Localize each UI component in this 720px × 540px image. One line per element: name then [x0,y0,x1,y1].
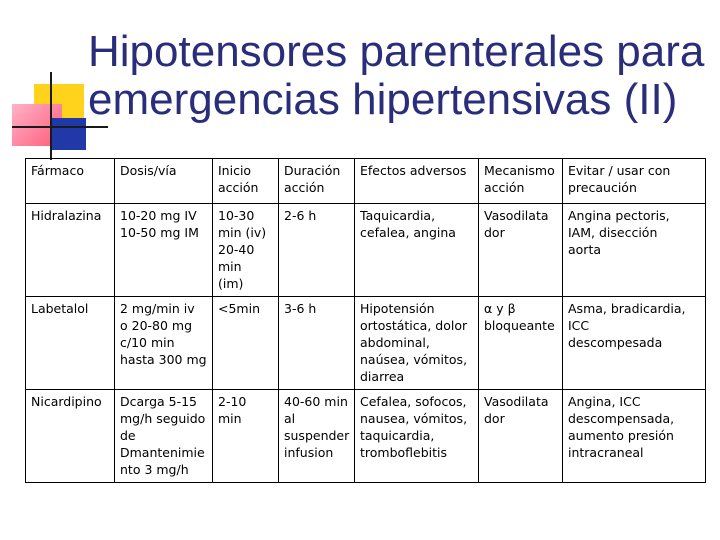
cell-text-line: 20-40 [218,242,255,257]
cell-text-line: intracraneal [568,445,644,460]
cell-text-line: 3-6 h [284,301,317,316]
cell-text-line: aorta [568,242,602,257]
cell-text-line: Labetalol [31,301,89,316]
cell-text-line: acción [484,180,525,195]
table-cell [479,204,563,297]
cell-text-line: Vasodilata [484,208,549,223]
table-cell [213,297,279,390]
cell-text-line: Taquicardia, [360,208,436,223]
cell-text-line: nausea, vómitos, [360,411,468,426]
table-cell [279,297,355,390]
cell-text-line: IAM, disección [568,225,658,240]
cell-text-line: Angina, ICC [568,394,641,409]
cell-text-line: Cefalea, sofocos, [360,394,467,409]
drug-table [25,158,706,483]
table-cell [563,390,706,483]
cell-text-line: Fármaco [31,163,84,178]
cell-text-line: infusion [284,445,334,460]
cell-text-line: 10-20 mg IV [120,208,197,223]
cell-text-line: Duración [284,163,341,178]
header-cell [26,159,115,204]
cell-text-line: taquicardia, [360,428,435,443]
cell-text-line: min [218,411,242,426]
header-cell [213,159,279,204]
header-cell [479,159,563,204]
cell-text-line: Vasodilata [484,394,549,409]
header-cell [279,159,355,204]
cell-text-line: aumento presión [568,428,674,443]
cell-text-line: Inicio [218,163,252,178]
cell-text-line: 10-30 [218,208,255,223]
cell-text-line: Dcarga 5-15 [120,394,198,409]
cell-text-line: nto 3 mg/h [120,462,189,477]
cell-text-line: Hidralazina [31,208,102,223]
slide-title-line-1: Hipotensores parenterales para [88,27,705,76]
table-cell [115,390,213,483]
table-cell [479,390,563,483]
table-cell [563,204,706,297]
decoration-blue-square [52,118,86,150]
cell-text-line: dor [484,411,505,426]
table-row [26,204,706,297]
cell-text-line: min [218,259,242,274]
table-cell [479,297,563,390]
cell-text-line: ortostática, dolor [360,318,468,333]
cell-text-line: precaución [568,180,637,195]
cell-text-line: Evitar / usar con [568,163,671,178]
cell-text-line: descompensada, [568,411,675,426]
cell-text-line: dor [484,225,505,240]
cell-text-line: descompesada [568,335,663,350]
cell-text-line: acción [284,180,325,195]
table-cell [26,204,115,297]
cell-text-line: naúsea, vómitos, [360,352,468,367]
table-row [26,390,706,483]
cell-text-line: abdominal, [360,335,430,350]
cell-text-line: Dmantenimie [120,445,205,460]
table-cell [115,204,213,297]
drug-table-body [26,159,706,483]
table-header-row [26,159,706,204]
cell-text-line: Efectos adversos [360,163,467,178]
cell-text-line: bloqueante [484,318,555,333]
cell-text-line: Angina pectoris, [568,208,670,223]
cell-text-line: cefalea, angina [360,225,456,240]
cell-text-line: α y β [484,301,516,316]
table-cell [355,204,479,297]
cell-text-line: o 20-80 mg [120,318,193,333]
cell-text-line: acción [218,180,259,195]
cell-text-line: min (iv) [218,225,267,240]
table-cell [115,297,213,390]
cell-text-line: Mecanismo [484,163,555,178]
cell-text-line: Hipotensión [360,301,435,316]
cell-text-line: de [120,428,136,443]
cell-text-line: ICC [568,318,590,333]
slide-title [88,28,708,124]
cell-text-line: <5min [218,301,260,316]
cell-text-line: 2-6 h [284,208,317,223]
header-cell [563,159,706,204]
decoration-vertical-line [50,72,52,160]
table-cell [26,297,115,390]
cell-text-line: suspender [284,428,350,443]
cell-text-line: tromboflebitis [360,445,448,460]
table-cell [213,390,279,483]
slide-title-line-2: emergencias hipertensivas (II) [88,75,678,124]
cell-text-line: Dosis/vía [120,163,177,178]
table-cell [279,390,355,483]
cell-text-line: c/10 min [120,335,175,350]
table-cell [355,390,479,483]
cell-text-line: mg/h seguido [120,411,206,426]
cell-text-line: 2-10 [218,394,247,409]
cell-text-line: 2 mg/min iv [120,301,195,316]
decoration-horizontal-line [12,126,108,128]
cell-text-line: 40-60 min [284,394,348,409]
table-row [26,297,706,390]
cell-text-line: Nicardipino [31,394,102,409]
table-cell [355,297,479,390]
cell-text-line: (im) [218,276,244,291]
cell-text-line: Asma, bradicardia, [568,301,686,316]
table-cell [213,204,279,297]
cell-text-line: hasta 300 mg [120,352,207,367]
table-cell [563,297,706,390]
header-cell [115,159,213,204]
cell-text-line: diarrea [360,369,405,384]
header-cell [355,159,479,204]
table-cell [26,390,115,483]
cell-text-line: 10-50 mg IM [120,225,199,240]
table-cell [279,204,355,297]
cell-text-line: al [284,411,296,426]
